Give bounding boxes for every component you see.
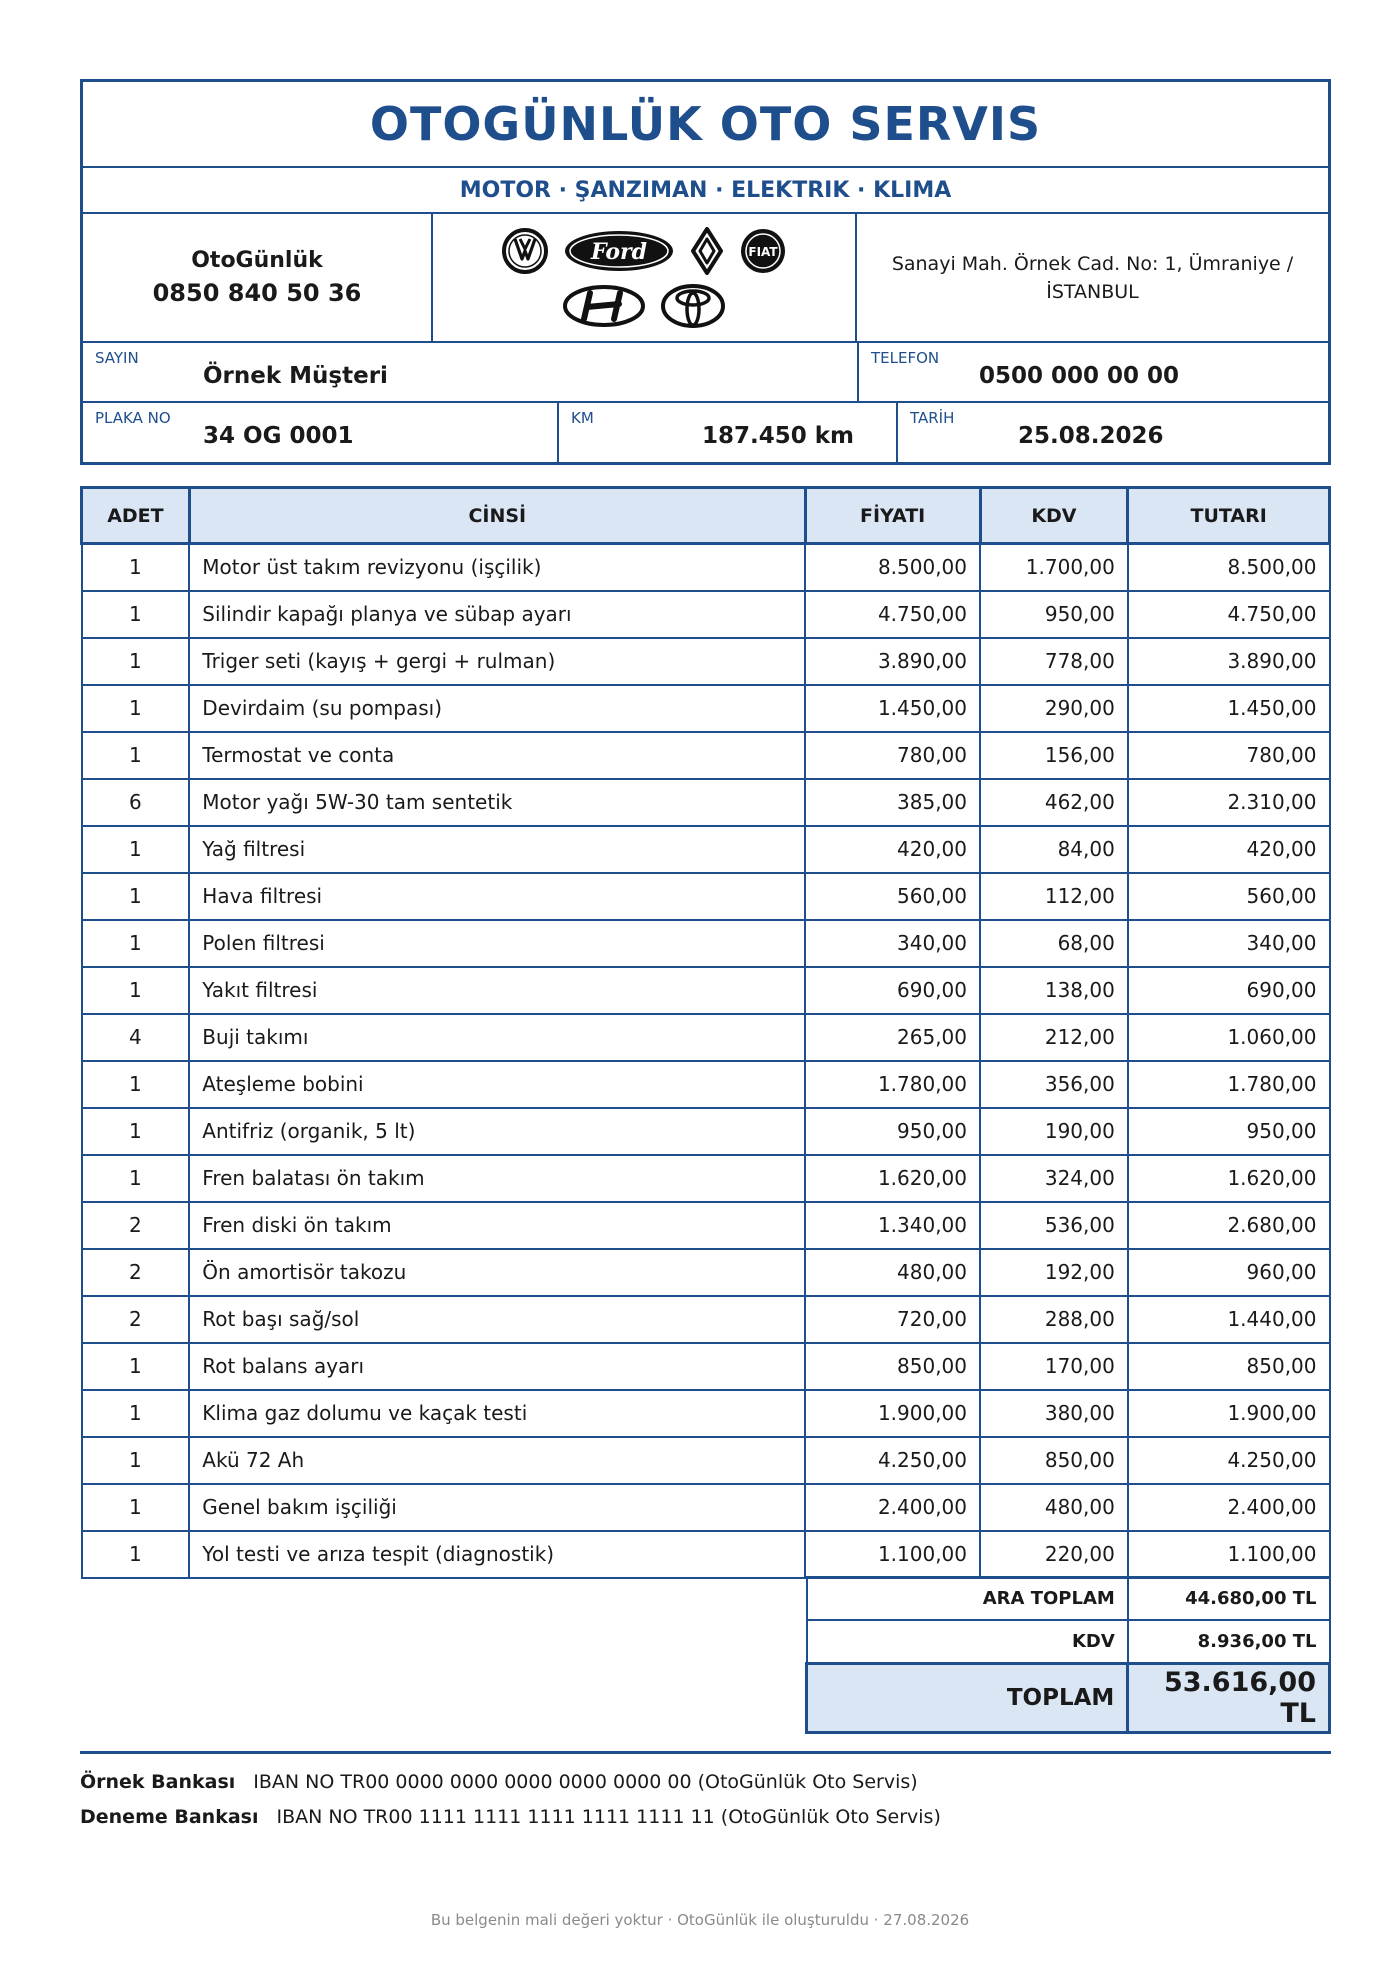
cell-cinsi: Hava filtresi [189,873,805,920]
cell-fiyati: 850,00 [805,1343,980,1390]
col-header-tutari: TUTARI [1128,488,1330,544]
bank-name: Deneme Bankası [80,1806,259,1828]
bank-divider [80,1751,1331,1754]
cell-fiyati: 1.780,00 [805,1061,980,1108]
cell-kdv: 380,00 [980,1390,1128,1437]
cell-tutari: 3.890,00 [1128,638,1330,685]
table-header-row [82,488,1330,544]
invoice-date: 25.08.2026 [1018,423,1164,449]
cell-fiyati: 3.890,00 [805,638,980,685]
cell-cinsi: Buji takımı [189,1014,805,1061]
cell-cinsi: Yol testi ve arıza tespit (diagnostik) [189,1531,805,1578]
cell-fiyati: 950,00 [805,1108,980,1155]
customer-phone: 0500 000 00 00 [979,363,1180,389]
cell-kdv: 112,00 [980,873,1128,920]
cell-kdv: 1.700,00 [980,544,1128,591]
cell-kdv: 850,00 [980,1437,1128,1484]
cell-fiyati: 480,00 [805,1249,980,1296]
plate-field [83,403,557,462]
cell-adet: 1 [82,1531,190,1578]
grand-total-value: 53.616,00 TL [1128,1664,1330,1733]
table-row [82,1484,1330,1531]
cell-cinsi: Triger seti (kayış + gergi + rulman) [189,638,805,685]
table-row [82,1390,1330,1437]
cell-tutari: 2.400,00 [1128,1484,1330,1531]
cell-kdv: 138,00 [980,967,1128,1014]
table-row [82,920,1330,967]
cell-cinsi: Fren diski ön takım [189,1202,805,1249]
grand-total-label: TOPLAM [807,1664,1128,1733]
cell-kdv: 480,00 [980,1484,1128,1531]
cell-tutari: 2.680,00 [1128,1202,1330,1249]
cell-kdv: 170,00 [980,1343,1128,1390]
table-row [82,1155,1330,1202]
cell-adet: 1 [82,732,190,779]
cell-cinsi: Ateşleme bobini [189,1061,805,1108]
cell-tutari: 1.450,00 [1128,685,1330,732]
date-label: TARİH [910,409,955,427]
ford-logo-icon [563,229,675,273]
table-row [82,1343,1330,1390]
table-row [82,544,1330,591]
toyota-logo-icon [660,283,726,329]
fiat-logo-icon [739,227,787,275]
table-row [82,732,1330,779]
bank-line-1 [80,1771,918,1793]
cell-tutari: 1.620,00 [1128,1155,1330,1202]
cell-kdv: 212,00 [980,1014,1128,1061]
cell-tutari: 690,00 [1128,967,1330,1014]
cell-kdv: 290,00 [980,685,1128,732]
cell-adet: 1 [82,826,190,873]
kdv-row [807,1620,1330,1664]
cell-adet: 1 [82,685,190,732]
cell-tutari: 960,00 [1128,1249,1330,1296]
customer-phone-field [857,343,1328,401]
cell-cinsi: Ön amortisör takozu [189,1249,805,1296]
cell-adet: 1 [82,638,190,685]
cell-adet: 1 [82,1108,190,1155]
col-header-fiyati: FİYATI [805,488,980,544]
cell-kdv: 462,00 [980,779,1128,826]
cell-adet: 1 [82,591,190,638]
brand-logos [433,214,857,341]
cell-kdv: 192,00 [980,1249,1128,1296]
customer-name-field [83,343,857,401]
kdv-total-label: KDV [807,1620,1128,1664]
cell-fiyati: 560,00 [805,873,980,920]
cell-cinsi: Motor üst takım revizyonu (işçilik) [189,544,805,591]
cell-cinsi: Termostat ve conta [189,732,805,779]
subtotal-row [807,1577,1330,1620]
cell-fiyati: 8.500,00 [805,544,980,591]
table-row [82,638,1330,685]
cell-cinsi: Devirdaim (su pompası) [189,685,805,732]
grand-total-row [807,1664,1330,1733]
cell-fiyati: 2.400,00 [805,1484,980,1531]
fiat-logo-text: FIAT [748,244,778,259]
table-row [82,1249,1330,1296]
table-row [82,1014,1330,1061]
cell-adet: 1 [82,967,190,1014]
cell-cinsi: Yağ filtresi [189,826,805,873]
cell-fiyati: 420,00 [805,826,980,873]
date-field [896,403,1328,462]
cell-tutari: 340,00 [1128,920,1330,967]
customer-phone-label: TELEFON [871,349,940,367]
cell-tutari: 8.500,00 [1128,544,1330,591]
table-row [82,685,1330,732]
cell-kdv: 288,00 [980,1296,1128,1343]
company-contact [83,214,433,341]
volkswagen-logo-icon [501,227,549,275]
km-field [557,403,896,462]
cell-cinsi: Klima gaz dolumu ve kaçak testi [189,1390,805,1437]
subtotal-value: 44.680,00 TL [1128,1577,1330,1620]
cell-fiyati: 340,00 [805,920,980,967]
table-row [82,826,1330,873]
footer-note: Bu belgenin mali değeri yoktur · OtoGünlük ile oluşturuldu · 27.08.2026 [430,1911,970,1929]
cell-fiyati: 265,00 [805,1014,980,1061]
cell-fiyati: 720,00 [805,1296,980,1343]
cell-adet: 1 [82,544,190,591]
bank-line-2 [80,1806,941,1828]
cell-fiyati: 1.100,00 [805,1531,980,1578]
cell-fiyati: 1.900,00 [805,1390,980,1437]
cell-tutari: 850,00 [1128,1343,1330,1390]
cell-adet: 1 [82,1155,190,1202]
col-header-adet: ADET [82,488,190,544]
cell-fiyati: 690,00 [805,967,980,1014]
service-subtitle: MOTOR · ŞANZIMAN · ELEKTRIK · KLIMA [459,177,952,203]
km-label: KM [571,409,594,427]
hyundai-logo-icon [562,284,646,328]
cell-cinsi: Silindir kapağı planya ve sübap ayarı [189,591,805,638]
cell-kdv: 220,00 [980,1531,1128,1578]
bank-name: Örnek Bankası [80,1771,236,1793]
cell-fiyati: 385,00 [805,779,980,826]
cell-fiyati: 1.340,00 [805,1202,980,1249]
table-row [82,873,1330,920]
cell-adet: 1 [82,1061,190,1108]
cell-tutari: 1.900,00 [1128,1390,1330,1437]
plate-number: 34 OG 0001 [203,423,354,449]
cell-adet: 2 [82,1296,190,1343]
cell-tutari: 420,00 [1128,826,1330,873]
cell-adet: 1 [82,1343,190,1390]
table-row [82,1202,1330,1249]
cell-fiyati: 4.250,00 [805,1437,980,1484]
cell-adet: 1 [82,1390,190,1437]
cell-tutari: 950,00 [1128,1108,1330,1155]
items-table [80,486,1331,1579]
table-row [82,1437,1330,1484]
company-title: OTOGÜNLÜK OTO SERVIS [369,97,1042,151]
table-row [82,1296,1330,1343]
col-header-cinsi: CİNSİ [189,488,805,544]
table-row [82,1061,1330,1108]
company-address: Sanayi Mah. Örnek Cad. No: 1, Ümraniye / İSTANBUL [891,252,1294,303]
cell-kdv: 778,00 [980,638,1128,685]
bank-iban: IBAN NO TR00 1111 1111 1111 1111 1111 11 (OtoGünlük Oto Servis) [276,1806,941,1828]
km-value: 187.450 km [701,423,854,449]
cell-fiyati: 4.750,00 [805,591,980,638]
cell-tutari: 1.440,00 [1128,1296,1330,1343]
cell-cinsi: Yakıt filtresi [189,967,805,1014]
cell-kdv: 156,00 [980,732,1128,779]
cell-tutari: 1.060,00 [1128,1014,1330,1061]
cell-tutari: 1.100,00 [1128,1531,1330,1578]
cell-cinsi: Rot başı sağ/sol [189,1296,805,1343]
cell-cinsi: Polen filtresi [189,920,805,967]
table-row [82,967,1330,1014]
cell-fiyati: 1.450,00 [805,685,980,732]
cell-adet: 2 [82,1202,190,1249]
table-row [82,1108,1330,1155]
cell-kdv: 356,00 [980,1061,1128,1108]
cell-kdv: 68,00 [980,920,1128,967]
cell-cinsi: Akü 72 Ah [189,1437,805,1484]
kdv-total-value: 8.936,00 TL [1128,1620,1330,1664]
col-header-kdv: KDV [980,488,1128,544]
cell-tutari: 2.310,00 [1128,779,1330,826]
cell-cinsi: Fren balatası ön takım [189,1155,805,1202]
table-row [82,779,1330,826]
cell-adet: 4 [82,1014,190,1061]
totals-table [805,1576,1331,1734]
renault-logo-icon [689,227,725,275]
customer-name-label: SAYIN [95,349,139,367]
table-row [82,1531,1330,1578]
invoice-header [80,79,1331,465]
plate-label: PLAKA NO [95,409,171,427]
cell-adet: 1 [82,1484,190,1531]
cell-fiyati: 1.620,00 [805,1155,980,1202]
cell-adet: 2 [82,1249,190,1296]
cell-adet: 1 [82,1437,190,1484]
cell-adet: 1 [82,920,190,967]
cell-kdv: 950,00 [980,591,1128,638]
ford-logo-text: Ford [590,238,648,265]
cell-tutari: 4.750,00 [1128,591,1330,638]
cell-cinsi: Antifriz (organik, 5 lt) [189,1108,805,1155]
cell-kdv: 324,00 [980,1155,1128,1202]
cell-tutari: 1.780,00 [1128,1061,1330,1108]
customer-name: Örnek Müşteri [203,363,388,389]
table-row [82,591,1330,638]
cell-kdv: 190,00 [980,1108,1128,1155]
cell-tutari: 780,00 [1128,732,1330,779]
cell-fiyati: 780,00 [805,732,980,779]
cell-adet: 1 [82,873,190,920]
cell-tutari: 560,00 [1128,873,1330,920]
header-box [80,79,1331,465]
company-phone: 0850 840 50 36 [152,279,362,307]
company-name: OtoGünlük [191,248,323,273]
cell-tutari: 4.250,00 [1128,1437,1330,1484]
bank-iban: IBAN NO TR00 0000 0000 0000 0000 0000 00 (OtoGünlük Oto Servis) [253,1771,918,1793]
subtotal-label: ARA TOPLAM [807,1577,1128,1620]
cell-cinsi: Rot balans ayarı [189,1343,805,1390]
cell-adet: 6 [82,779,190,826]
cell-cinsi: Genel bakım işçiliği [189,1484,805,1531]
cell-kdv: 536,00 [980,1202,1128,1249]
cell-kdv: 84,00 [980,826,1128,873]
cell-cinsi: Motor yağı 5W-30 tam sentetik [189,779,805,826]
